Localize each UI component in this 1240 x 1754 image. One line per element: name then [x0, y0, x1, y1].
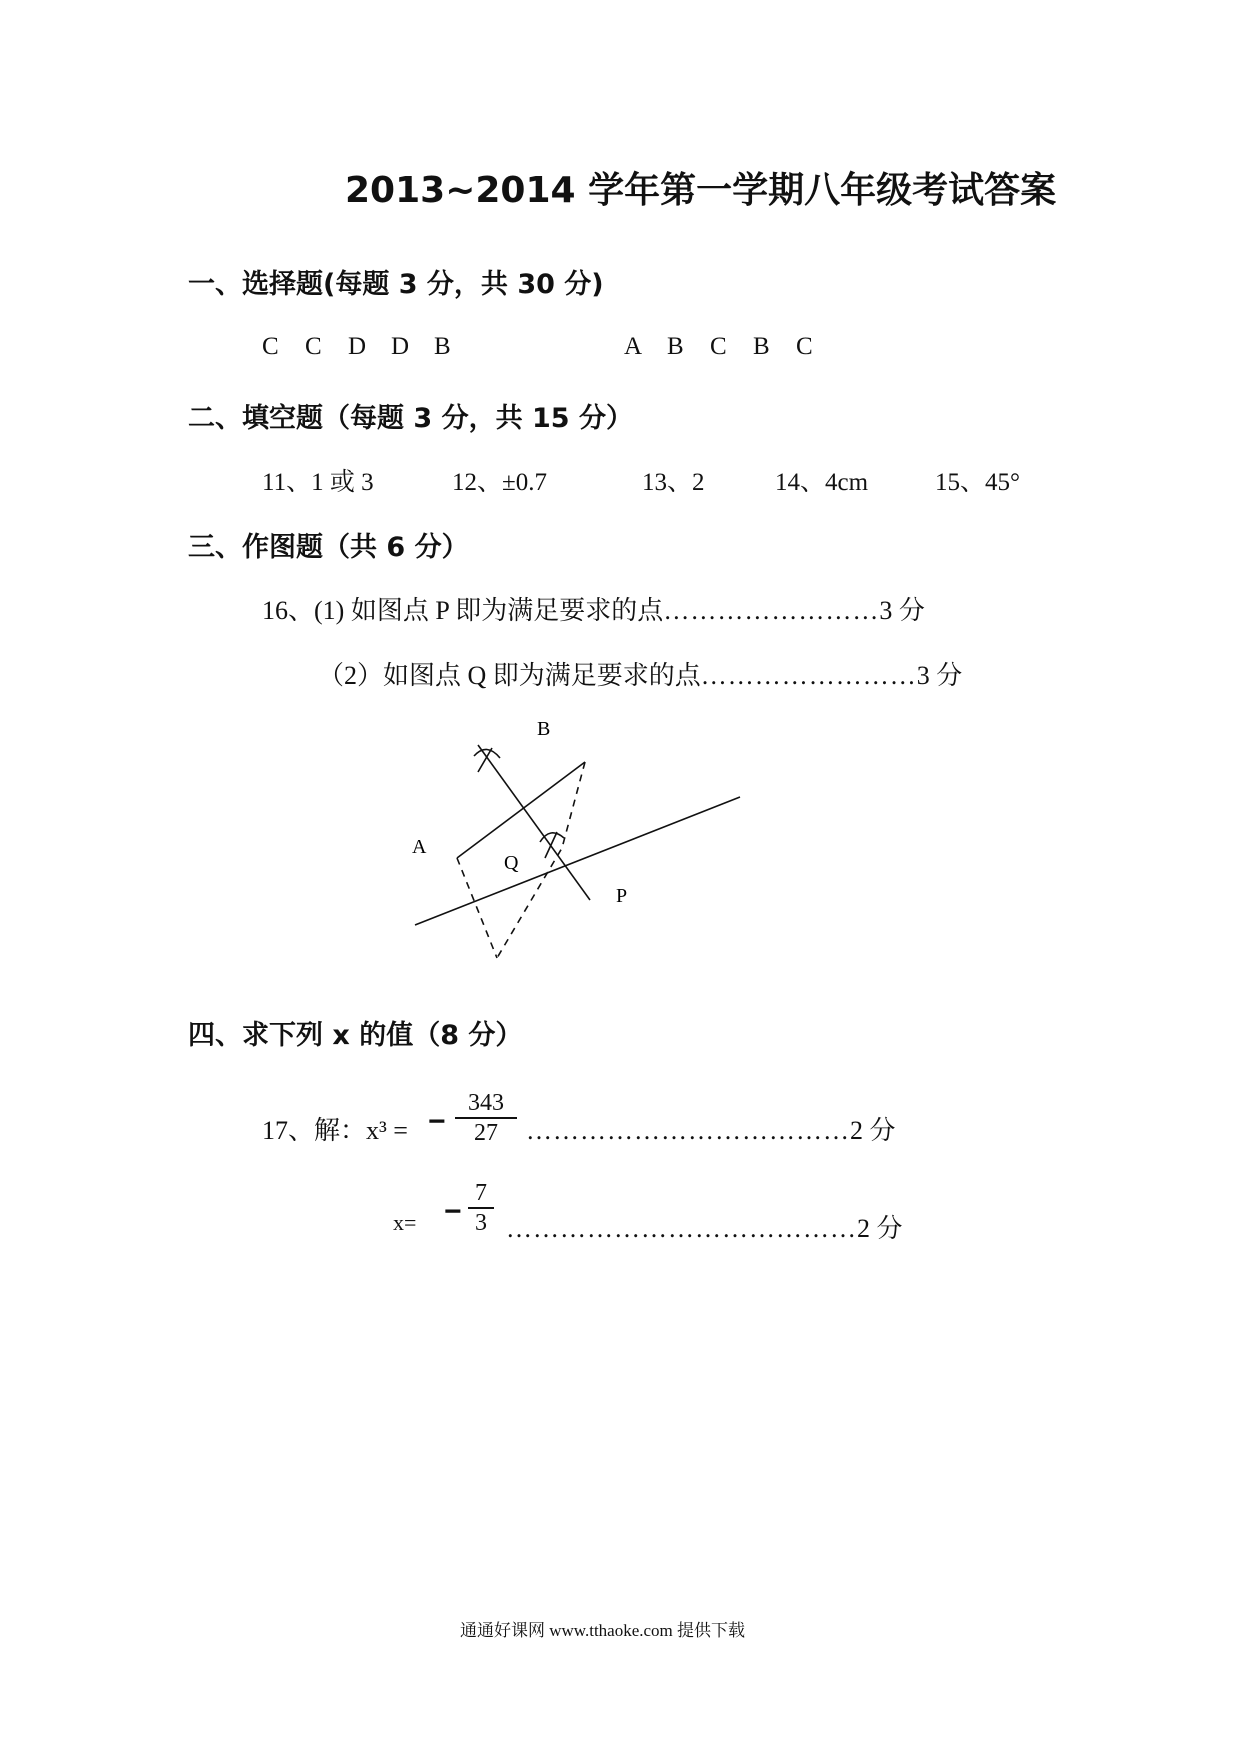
page-title: 2013~2014 学年第一学期八年级考试答案	[345, 170, 1057, 211]
fill-answer: 14、4cm	[775, 469, 869, 496]
section-heading-fill: 二、填空题（每题 3 分，共 15 分）	[188, 403, 633, 434]
fill-answer: 11、1 或 3	[262, 469, 374, 496]
choice-answer: C	[305, 333, 322, 360]
label-p: P	[616, 885, 628, 907]
q17-line2-tail	[506, 1208, 903, 1245]
q16-line1-dots: ……………………	[663, 596, 880, 625]
label-q: Q	[504, 852, 519, 874]
choice-answer: D	[348, 333, 367, 360]
q17-fraction-1	[455, 1090, 517, 1146]
q16-line1-score: 3 分	[879, 596, 925, 625]
section-heading-construction: 三、作图题（共 6 分）	[188, 532, 469, 563]
choice-answer: B	[753, 333, 770, 360]
dashed-side-a-apex	[457, 858, 497, 958]
q16-line2-score: 3 分	[916, 661, 963, 690]
arc-mark-top	[474, 748, 500, 772]
q17-fraction-2	[468, 1180, 494, 1236]
q17-prefix2: x=	[393, 1210, 417, 1235]
q17-prefix: 17、解：x³ =	[262, 1116, 408, 1145]
label-b: B	[537, 718, 551, 740]
choice-answer: A	[624, 333, 643, 360]
fill-answer: 13、2	[642, 469, 705, 496]
q16-line2-dots: ……………………	[700, 661, 917, 690]
choice-answer: C	[710, 333, 727, 360]
fraction-bar	[468, 1207, 494, 1209]
q17-frac2-den: 3	[475, 1210, 487, 1236]
choice-answer: B	[434, 333, 451, 360]
choice-answer: B	[667, 333, 684, 360]
perpendicular-bisector	[478, 745, 590, 900]
choice-answer: C	[796, 333, 813, 360]
q17-minus2: −	[444, 1195, 462, 1228]
section-heading-solve: 四、求下列 x 的值（8 分）	[188, 1020, 523, 1051]
q17-frac1-den: 27	[474, 1120, 498, 1146]
choice-answer: D	[391, 333, 410, 360]
q17-frac1-num: 343	[468, 1090, 504, 1116]
q16-line2-text: （2）如图点 Q 即为满足要求的点	[318, 661, 701, 690]
q17-minus1: −	[428, 1105, 446, 1138]
fill-answer: 15、45°	[935, 469, 1020, 496]
q17-dots2: …………………………………	[506, 1214, 857, 1243]
footer: 通通好课网 www.tthaoke.com 提供下载	[460, 1621, 746, 1640]
q16-line1-text: 16、(1) 如图点 P 即为满足要求的点	[262, 596, 664, 625]
q17-frac2-num: 7	[475, 1180, 487, 1206]
q17-score2: 2 分	[857, 1214, 903, 1243]
line-l	[415, 797, 740, 925]
section-heading-choice: 一、选择题(每题 3 分，共 30 分)	[188, 269, 604, 300]
fill-answer: 12、±0.7	[452, 469, 547, 496]
q17-score1: 2 分	[850, 1116, 896, 1145]
label-a: A	[412, 836, 427, 858]
side-ab	[457, 762, 585, 858]
choice-answer: C	[262, 333, 279, 360]
fraction-bar	[455, 1117, 517, 1119]
q17-line1-tail	[526, 1110, 896, 1147]
q17-dots1: ………………………………	[526, 1116, 850, 1145]
